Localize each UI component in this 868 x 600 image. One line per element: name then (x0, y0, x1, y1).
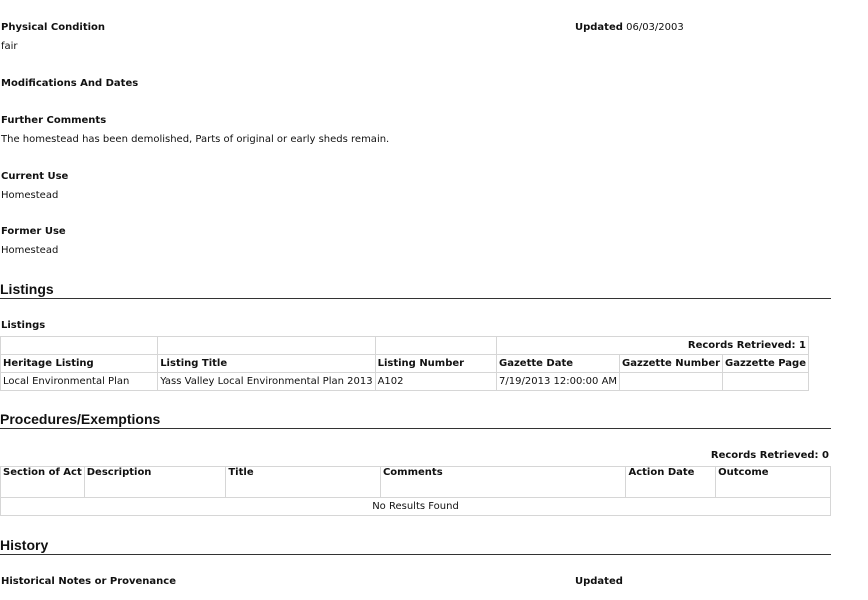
listings-table (0, 336, 809, 391)
cell-gazette-date: 7/19/2013 12:00:00 AM (497, 373, 620, 391)
col-title: Title (226, 467, 381, 498)
procedures-records-retrieved: Records Retrieved: 0 (710, 450, 829, 461)
updated-value: 06/03/2003 (626, 22, 684, 33)
cell-gazette-number (620, 373, 723, 391)
col-gazette-number: Gazzette Number (620, 355, 723, 373)
history-updated-label: Updated (575, 576, 623, 587)
table-row (1, 373, 809, 391)
procedures-header-row (1, 467, 831, 498)
col-action-date: Action Date (626, 467, 716, 498)
col-heritage-listing: Heritage Listing (1, 355, 158, 373)
listings-blank-cell (158, 337, 375, 355)
physical-condition-value: fair (1, 41, 18, 52)
col-gazette-page: Gazzette Page (723, 355, 809, 373)
listings-records-row (1, 337, 809, 355)
current-use-value: Homestead (1, 190, 59, 201)
historical-notes-label: Historical Notes or Provenance (1, 576, 176, 587)
former-use-label: Former Use (1, 226, 66, 237)
table-row (1, 498, 831, 516)
procedures-table (0, 466, 831, 516)
col-description: Description (84, 467, 226, 498)
listings-blank-cell (1, 337, 158, 355)
col-listing-number: Listing Number (375, 355, 496, 373)
current-use-label: Current Use (1, 171, 69, 182)
cell-listing-number: A102 (375, 373, 496, 391)
updated-label: Updated (575, 22, 623, 33)
further-comments-value: The homestead has been demolished, Parts of original or early sheds remain. (1, 134, 390, 145)
cell-heritage-listing: Local Environmental Plan (1, 373, 158, 391)
procedures-section-title: Procedures/Exemptions (0, 411, 831, 429)
col-comments: Comments (380, 467, 626, 498)
listings-section-title: Listings (0, 281, 831, 299)
further-comments-label: Further Comments (1, 115, 107, 126)
listings-subtitle: Listings (1, 320, 46, 331)
listings-records-retrieved: Records Retrieved: 1 (497, 337, 809, 355)
listings-header-row (1, 355, 809, 373)
history-section-title: History (0, 537, 831, 555)
cell-listing-title: Yass Valley Local Environmental Plan 2013 (158, 373, 375, 391)
col-section-of-act: Section of Act (1, 467, 85, 498)
listings-blank-cell (375, 337, 496, 355)
updated-field (575, 22, 684, 33)
col-listing-title: Listing Title (158, 355, 375, 373)
physical-condition-label: Physical Condition (1, 22, 106, 33)
former-use-value: Homestead (1, 245, 59, 256)
cell-gazette-page (723, 373, 809, 391)
col-gazette-date: Gazette Date (497, 355, 620, 373)
modifications-label: Modifications And Dates (1, 78, 139, 89)
no-results-message: No Results Found (1, 498, 831, 516)
col-outcome: Outcome (716, 467, 831, 498)
